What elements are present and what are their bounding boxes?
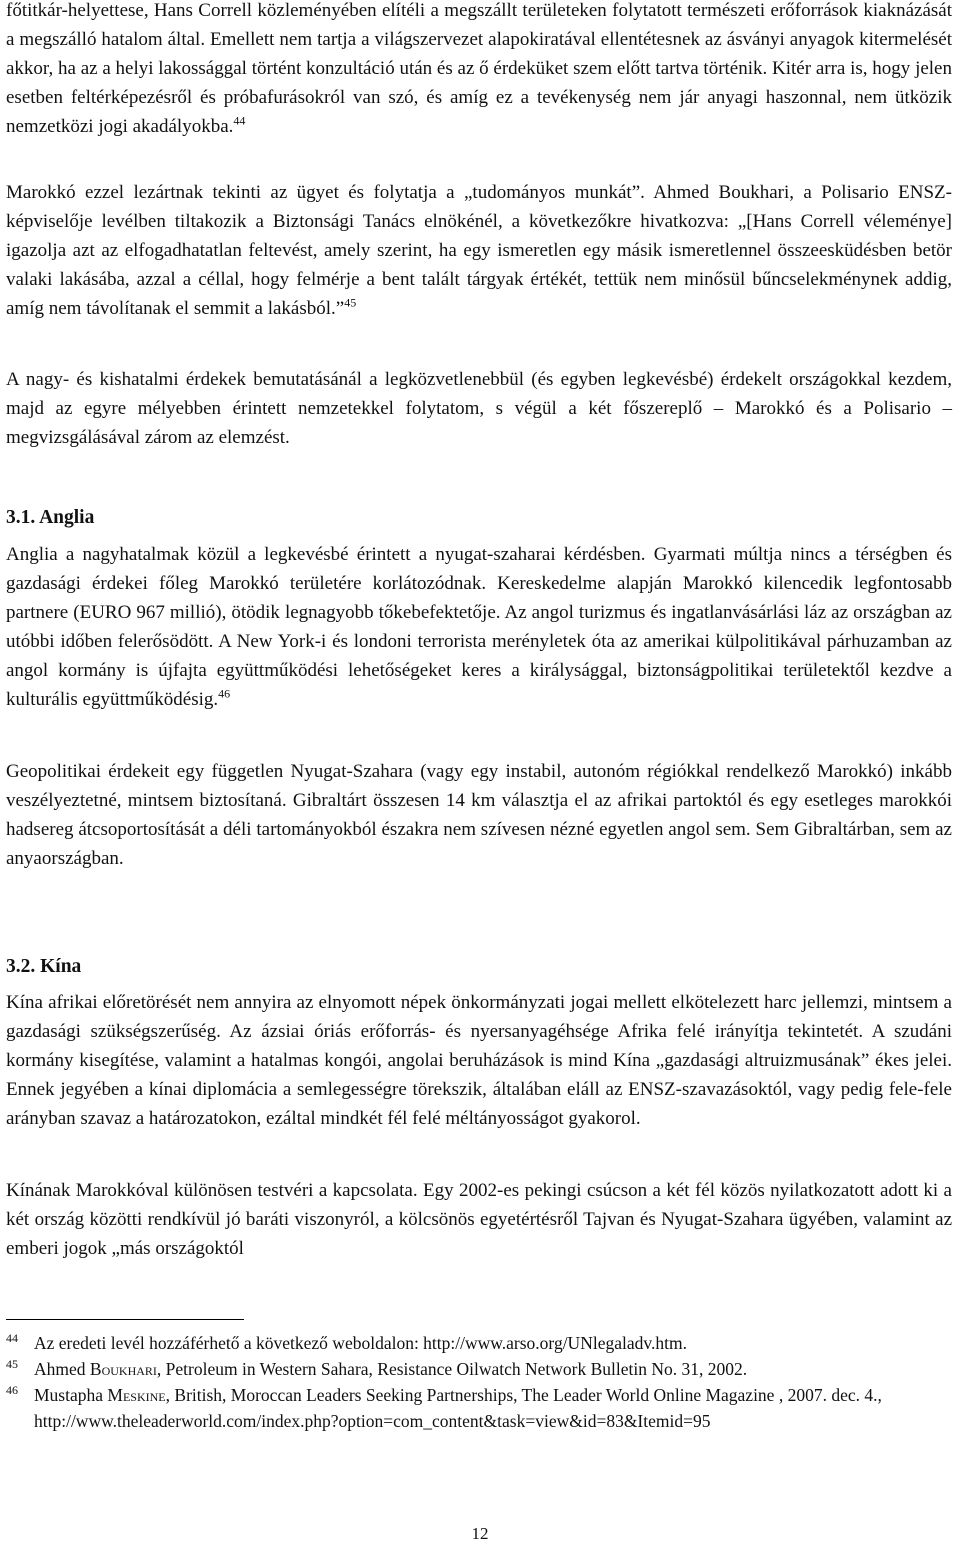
footnote-mark: 46 (6, 1383, 18, 1397)
footnote-text: , British, Moroccan Leaders Seeking Partnerships, The Leader World Online Magazine , 2007. dec. 4., (165, 1385, 882, 1405)
footnote-text: , Petroleum in Western Sahara, Resistance Oilwatch Network Bulletin No. 31, 2002. (156, 1359, 748, 1379)
paragraph-correll: főtitkár-helyettese, Hans Correll közleményében elítéli a megszállt területeken folytatott természeti erőforrások kiaknázását a megszálló hatalom által. Emellett nem tartja a világszervezet alapokiratával ellentétesnek az ásványi anyagok kitermelését akkor, ha az a helyi lakossággal történt konzultáció után és az ő érdeküket szem előtt tartva történik. Kitér arra is, hogy jelen esetben feltérképezésről és próbafurásokról van szó, és amíg ez a tevékenység nem jár anyagi haszonnal, nem ütközik nemzetközi jogi akadályokba.$^{44}$ (6, 0, 952, 137)
paragraph-anglia-1: Anglia a nagyhatalmak közül a legkevésbé érintett a nyugat-szaharai kérdésben. Gyarmati múltja nincs a térségben és gazdasági érdekei főleg Marokkó területére korlátozódnak. Kereskedelme alapján Marokkó kilencedik legfontosabb partnere (EURO 967 millió), ötödik legnagyobb tőkebefektetője. Az angol turizmus és ingatlanvásárlási láz az országban az utóbbi időben felerősödött. A New York-i és londoni terrorista merényletek óta az amerikai külpolitikával párhuzamban az angol kormány is újfajta együttműködési lehetőségeket keres a királysággal, biztonságpolitikai területektől kezdve a kulturális együttműködésig.$^{46}$ (6, 544, 952, 710)
footnote-44 (6, 1330, 952, 1356)
section-heading-anglia (6, 503, 94, 532)
section-number: 3.2. (6, 956, 36, 977)
section-title: Kína (40, 956, 82, 977)
footnote-divider (6, 1319, 244, 1320)
paragraph-boukhari: Marokkó ezzel lezártnak tekinti az ügyet és folytatja a „tudományos munkát”. Ahmed Boukhari, a Polisario ENSZ-képviselője levélben tiltakozik a Biztonsági Tanács elnökénél, a következőkre hivatkozva: „[Hans Correll véleménye] igazolja azt az elfogadhatatlan feltevést, amely szerint, ha egy ismeretlen egy másik ismeretlennel összeesküdésben betör valaki lakásába, azzal a céllal, hogy felmérje a bent talált tárgyak értékét, tettük nem minősül bűncselekménynek addig, amíg nem távolítanak el semmit a lakásból.”$^{45}$ (6, 182, 952, 319)
footnote-text: Az eredeti levél hozzáférhető a következő weboldalon: http://www.arso.org/UNlegaladv.htm. (34, 1333, 687, 1353)
section-number: 3.1. (6, 507, 36, 528)
paragraph-kina-1: Kína afrikai előretörését nem annyira az elnyomott népek önkormányzati jogai mellett elkötelezett harc jellemzi, mintsem a gazdasági szükségszerűség. Az ázsiai óriás erőforrás- és nyersanyagéhsége Afrika felé irányítja tekintetét. A szudáni kormány kisegítése, valamint a hatalmas kongói, angolai beruházások is mind Kína „gazdasági altruizmusának” ékes jelei. Ennek jegyében a kínai diplomácia a semlegességre törekszik, általában eláll az ENSZ-szavazásoktól, vagy pedig fele-fele arányban szavaz a határozatokon, ezáltal mindkét fél felé méltányosságot gyakorol. (6, 992, 952, 1129)
footnote-ref-44[interactable]: 44 (233, 113, 246, 128)
paragraph-intro: A nagy- és kishatalmi érdekek bemutatásánál a legközvetlenebbül (és egyben legkevésbé) érdekelt országokkal kezdem, majd az egyre mélyebben érintett nemzetekkel folytatom, s végül a két főszereplő ‒ Marokkó és a Polisario ‒ megvizsgálásával zárom az elemzést. (6, 369, 952, 448)
section-title: Anglia (39, 507, 95, 528)
footnote-ref-45[interactable]: 45 (344, 295, 357, 310)
author-name: Meskine (107, 1385, 166, 1405)
footnotes (6, 1330, 952, 1434)
paragraph-kina-2: Kínának Marokkóval különösen testvéri a kapcsolata. Egy 2002-es pekingi csúcson a két fél közös nyilatkozatott adott ki a két ország közötti rendkívül jó baráti viszonyról, a kölcsönös egyetértésről Tajvan és Nyugat-Szahara ügyében, valamint az emberi jogok „más országoktól (6, 1180, 952, 1259)
footnote-mark: 45 (6, 1357, 18, 1371)
footnote-45: 45 Ahmed Boukhari, Petroleum in Western Sahara, Resistance Oilwatch Network Bulletin No. 31, 2002. (6, 1356, 952, 1382)
section-heading-kina (6, 952, 81, 981)
footnote-ref-46[interactable]: 46 (218, 686, 231, 701)
author-name: Boukhari (89, 1359, 157, 1379)
footnote-46: 46 Mustapha Meskine, British, Moroccan Leaders Seeking Partnerships, The Leader World Online Magazine , 2007. dec. 4., http://www.theleaderworld.com/index.php?option=com_content&task=view&id=83&Itemid=95 (6, 1382, 952, 1434)
page-number: 12 (471, 1524, 489, 1543)
footnote-mark: 44 (6, 1331, 18, 1345)
paragraph-anglia-2: Geopolitikai érdekeit egy független Nyugat-Szahara (vagy egy instabil, autonóm régiókkal rendelkező Marokkó) inkább veszélyeztetné, mintsem biztosítaná. Gibraltárt összesen 14 km választja el az afrikai partoktól és egy esetleges marokkói hadsereg átcsoportosítását a déli tartományokból északra nem szívesen nézné egyetlen angol sem. Sem Gibraltárban, sem az anyaországban. (6, 761, 952, 869)
footnote-url[interactable]: http://www.theleaderworld.com/index.php?option=com_content&task=view&id=83&Itemid=95 (34, 1411, 711, 1431)
